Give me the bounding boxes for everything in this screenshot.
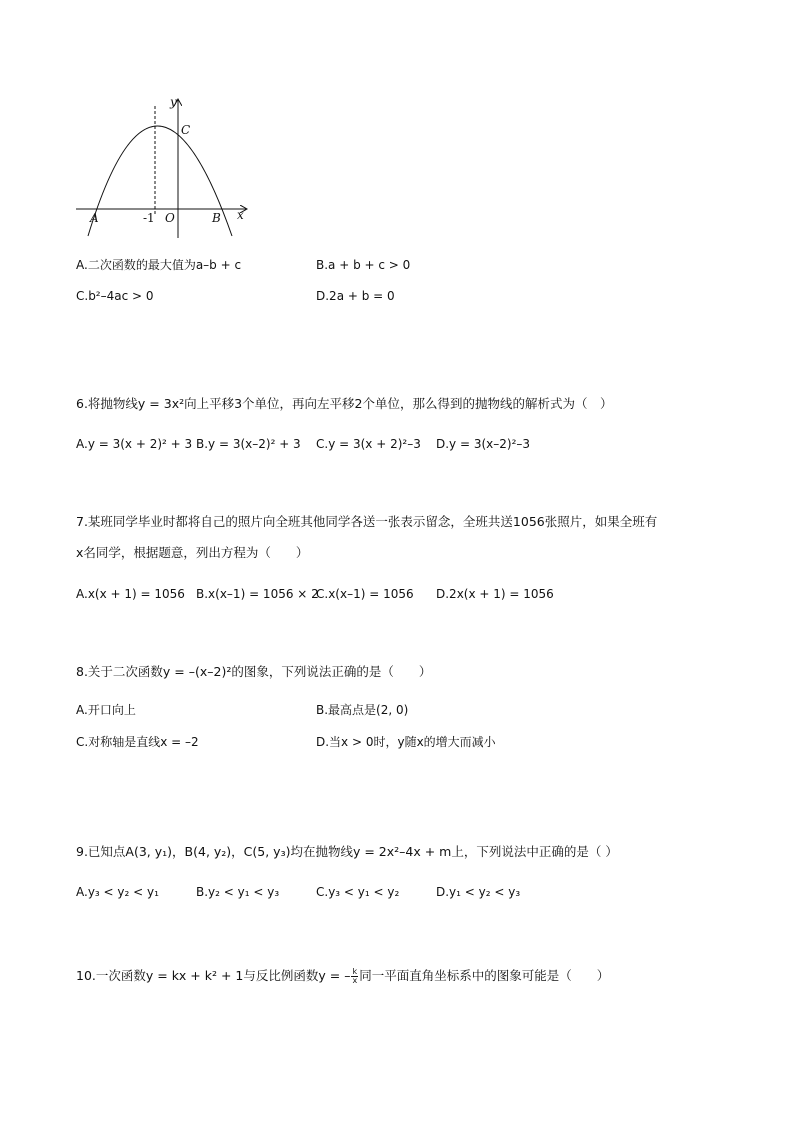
q5-option-d: D.2a + b = 0 — [316, 289, 395, 303]
q7-stem-line2: x名同学，根据题意，列出方程为（ ） — [76, 545, 309, 560]
q8-stem: 8.关于二次函数y = –(x–2)²的图象，下列说法正确的是（ ） — [76, 664, 432, 679]
q6-option-c: C.y = 3(x + 2)²–3 — [316, 437, 421, 451]
q9-option-b: B.y₂ < y₁ < y₃ — [196, 885, 280, 899]
q10-fraction — [351, 968, 358, 985]
label-x: x — [237, 208, 244, 222]
label-B: B — [212, 211, 221, 225]
q5-option-c: C.b²–4ac > 0 — [76, 289, 154, 303]
q5-option-b: B.a + b + c > 0 — [316, 258, 411, 272]
label-A: A — [90, 211, 99, 225]
q6-option-a: A.y = 3(x + 2)² + 3 — [76, 437, 193, 451]
q6-stem: 6.将抛物线y = 3x²向上平移3个单位，再向左平移2个单位，那么得到的抛物线的解析式为（ ） — [76, 396, 613, 411]
q5-option-a: A.二次函数的最大值为a–b + c — [76, 258, 242, 272]
q8-option-d: D.当x > 0时，y随x的增大而减小 — [316, 735, 496, 749]
q10-fraction-den: x — [352, 976, 358, 985]
q7-stem-line1: 7.某班同学毕业时都将自己的照片向全班其他同学各送一张表示留念，全班共送1056张照片，如果全班有 — [76, 514, 658, 529]
parabola-curve — [88, 126, 232, 236]
label-y: y — [170, 95, 177, 109]
q9-stem: 9.已知点A(3, y₁)，B(4, y₂)，C(5, y₃)均在抛物线y = 2x²–4x + m上，下列说法中正确的是（ ） — [76, 844, 618, 859]
q10-stem-part1: 10.一次函数y = kx + k² + 1与反比例函数y = – — [76, 968, 351, 983]
q8-option-c: C.对称轴是直线x = –2 — [76, 735, 199, 749]
q7-option-a: A.x(x + 1) = 1056 — [76, 587, 185, 601]
q7-option-b: B.x(x–1) = 1056 × 2 — [196, 587, 319, 601]
q7-option-d: D.2x(x + 1) = 1056 — [436, 587, 554, 601]
q10-stem — [76, 968, 609, 985]
q9-option-a: A.y₃ < y₂ < y₁ — [76, 885, 159, 899]
q10-fraction-num: k — [352, 967, 358, 976]
q7-option-c: C.x(x–1) = 1056 — [316, 587, 414, 601]
label-C: C — [181, 123, 191, 137]
label-neg1: -1 — [143, 211, 155, 225]
q9-option-d: D.y₁ < y₂ < y₃ — [436, 885, 521, 899]
label-O: O — [165, 211, 175, 225]
parabola-figure — [70, 90, 260, 245]
q8-option-b: B.最高点是(2, 0) — [316, 703, 409, 717]
q8-option-a: A.开口向上 — [76, 703, 136, 717]
q10-stem-part2: 同一平面直角坐标系中的图象可能是（ ） — [359, 968, 610, 983]
q6-option-b: B.y = 3(x–2)² + 3 — [196, 437, 301, 451]
q6-option-d: D.y = 3(x–2)²–3 — [436, 437, 531, 451]
q9-option-c: C.y₃ < y₁ < y₂ — [316, 885, 400, 899]
